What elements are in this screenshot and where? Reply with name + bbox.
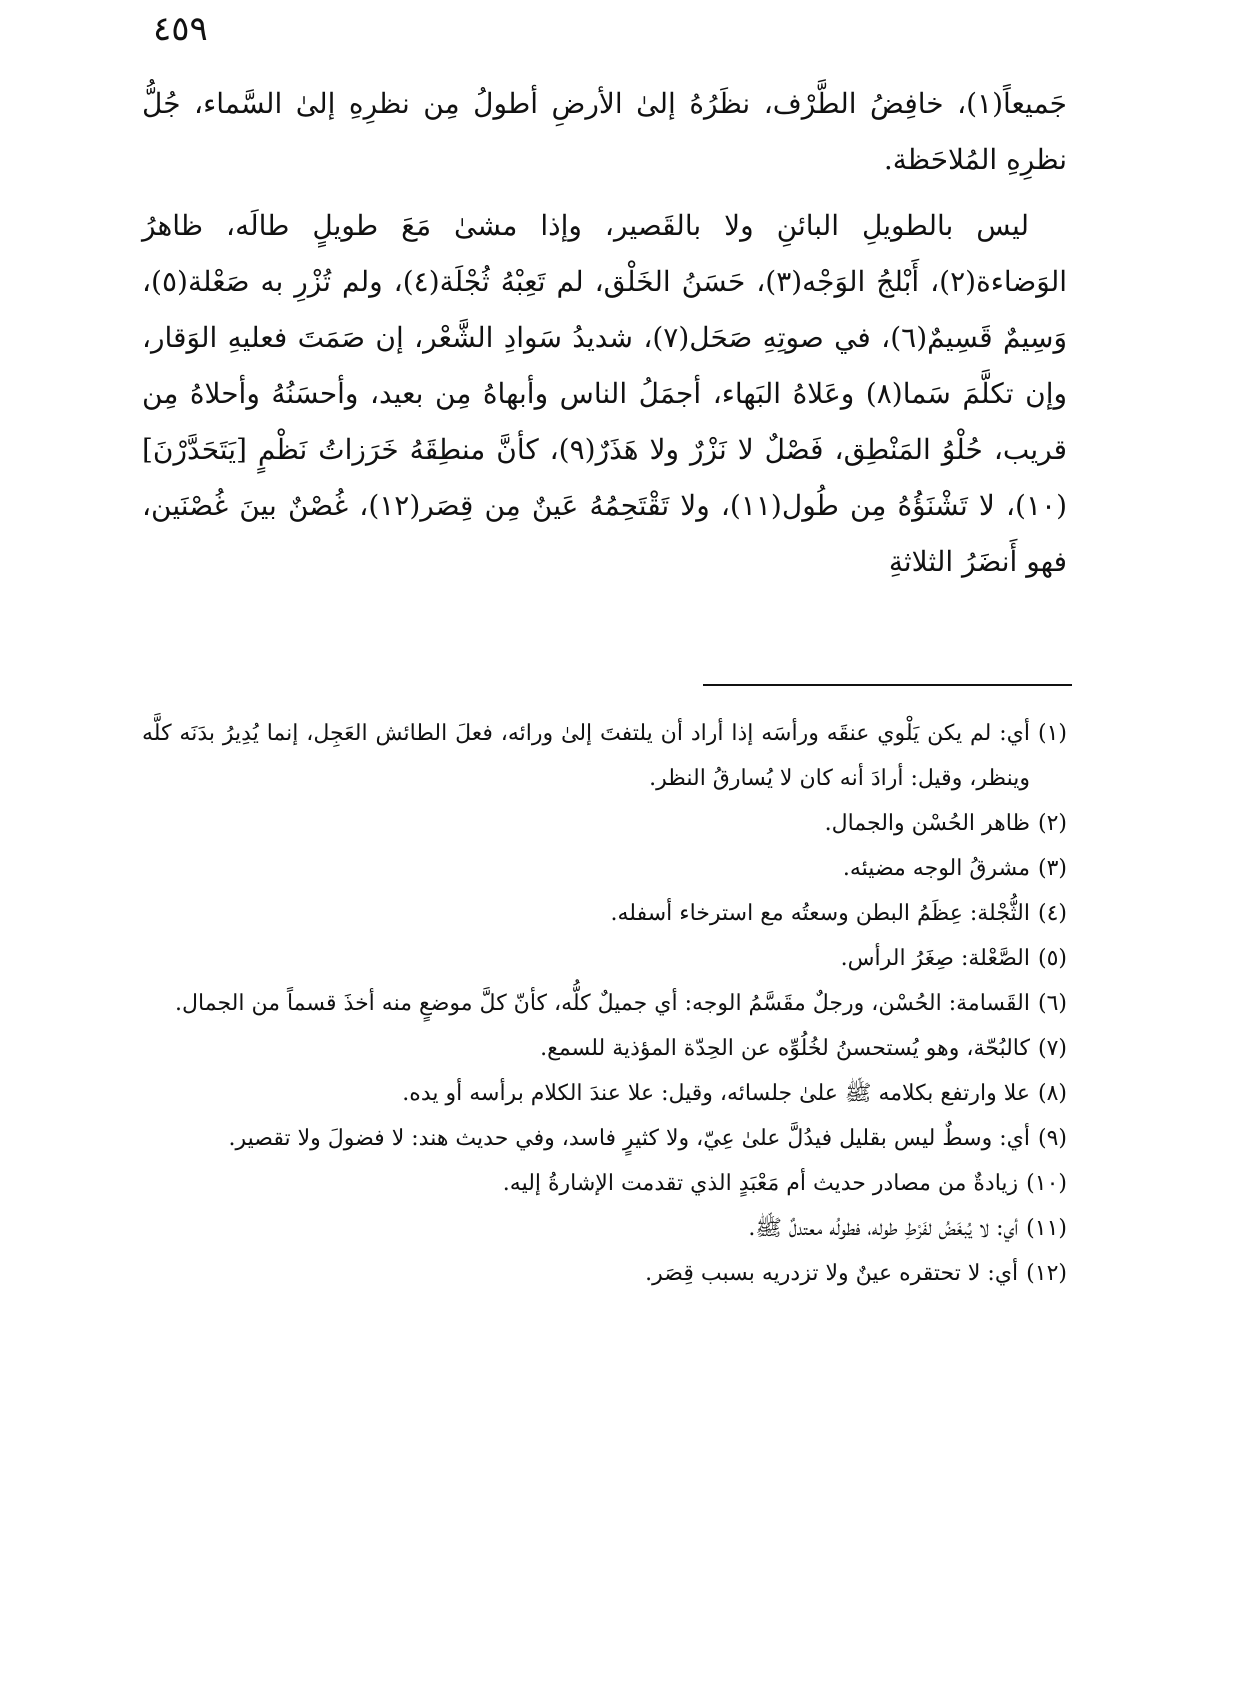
footnote-number: (١) [1037, 721, 1067, 746]
footnote-number: (٧) [1037, 1036, 1067, 1061]
footnote-8 [142, 1071, 1067, 1116]
footnote-6 [142, 981, 1067, 1026]
paragraph-1: جَميعاً(١)، خافِضُ الطَّرْف، نظَرُهُ إلىٰ الأرضِ أطولُ مِن نظرِهِ إلىٰ السَّماء، جُلُّ نظرِهِ المُلاحَظة. [142, 87, 1067, 176]
footnote-4 [142, 891, 1067, 936]
paragraph-2: ليس بالطويلِ البائنِ ولا بالقَصير، وإذا مشىٰ مَعَ طويلٍ طالَه، ظاهرُ الوَضاءة(٢)، أَبْلجُ الوَجْه(٣)، حَسَنُ الخَلْق، لم تَعِبْهُ ثُجْلَة(٤)، ولم تُزْرِ به صَعْلة(٥)، وَسِيمٌ قَسِيمٌ(٦)، في صوتِهِ صَحَل(٧)، شديدُ سَوادِ الشَّعْر، إن صَمَتَ فعليهِ الوَقار، وإن تكلَّمَ سَما(٨) وعَلاهُ البَهاء، أجمَلُ الناس وأبهاهُ مِن بعيد، وأحسَنُهُ وأحلاهُ مِن قريب، حُلْوُ المَنْطِق، فَصْلٌ لا نَزْرٌ ولا هَذَرٌ(٩)، كأنَّ منطِقَهُ خَرَزاتُ نَظْمٍ [يَتَحَدَّرْنَ](١٠)، لا تَشْنَؤُهُ مِن طُول(١١)، ولا تَقْتَحِمُهُ عَينٌ مِن قِصَر(١٢)، غُصْنٌ بينَ غُصْنَين، فهو أَنضَرُ الثلاثةِ [142, 209, 1068, 578]
footnote-number: (٥) [1037, 946, 1067, 971]
page-number: ٤٥٩ [153, 9, 208, 49]
footnote-number: (٢) [1037, 811, 1067, 836]
footnote-number: (٦) [1037, 991, 1067, 1016]
footnote-number: (١١) [1026, 1216, 1067, 1241]
footnote-1 [142, 711, 1067, 801]
footnote-text: أي: لا تحتقره عينٌ ولا تزدريه بسبب قِصَر. [645, 1261, 1019, 1286]
footnote-text: الثُّجْلة: عِظَمُ البطن وسعتُه مع استرخاء أسفله. [610, 901, 1030, 926]
footnote-number: (١٠) [1026, 1171, 1067, 1196]
footnote-9 [142, 1116, 1067, 1161]
footnotes [142, 711, 1067, 1296]
footnote-3 [142, 846, 1067, 891]
footnote-text: كالبُحّة، وهو يُستحسنُ لخُلُوِّه عن الحِدّة المؤذية للسمع. [540, 1036, 1030, 1061]
footnote-text: أي: وسطٌ ليس بقليل فيدُلَّ علىٰ عِيّ، ولا كثيرٍ فاسد، وفي حديث هند: لا فضولَ ولا تقصير. [228, 1126, 1030, 1151]
footnote-number: (٩) [1037, 1126, 1067, 1151]
footnote-text: القَسامة: الحُسْن، ورجلٌ مقَسَّمُ الوجه: أي جميلٌ كلُّه، كأنّ كلَّ موضعٍ منه أخذَ قسماً من الجمال. [175, 991, 1030, 1016]
footnote-text: أي: لم يكن يَلْوي عنقَه ورأسَه إذا أراد أن يلتفتَ إلىٰ ورائه، فعلَ الطائش العَجِل، إنما يُدِيرُ بدَنَه كلَّه وينظر، وقيل: أرادَ أنه كان لا يُسارقُ النظر. [142, 721, 1030, 791]
footnote-number: (٤) [1037, 901, 1067, 926]
footnote-text: مشرقُ الوجه مضيئه. [842, 856, 1030, 881]
footnote-5 [142, 936, 1067, 981]
footnote-separator [703, 684, 1072, 686]
footnote-10 [142, 1161, 1067, 1206]
footnote-7 [142, 1026, 1067, 1071]
footnote-number: (٣) [1037, 856, 1067, 881]
footnote-text: علا وارتفع بكلامه ﷺ علىٰ جلسائه، وقيل: علا عندَ الكلام برأسه أو يده. [402, 1081, 1030, 1106]
footnote-text: الصَّعْلة: صِغَرُ الرأس. [840, 946, 1030, 971]
footnote-text: أي: لا يُبغَضُ لفَرْطِ طوله، فطولُه معتدلٌ ﷺ. [748, 1216, 1019, 1241]
footnote-2 [142, 801, 1067, 846]
footnote-number: (٨) [1037, 1081, 1067, 1106]
footnote-text: زيادةٌ من مصادر حديث أم مَعْبَدٍ الذي تقدمت الإشارةُ إليه. [502, 1171, 1019, 1196]
footnote-12 [142, 1251, 1067, 1296]
footnote-number: (١٢) [1026, 1261, 1067, 1286]
main-text [142, 76, 1067, 590]
footnote-text: ظاهر الحُسْن والجمال. [824, 811, 1030, 836]
footnote-11 [142, 1206, 1067, 1251]
